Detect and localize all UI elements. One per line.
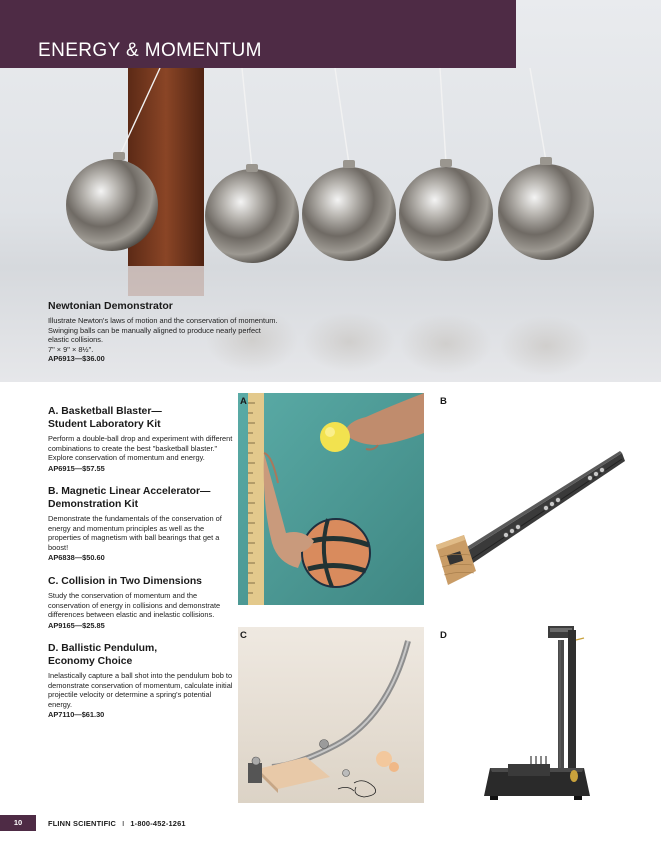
hero-description: Illustrate Newton's laws of motion and the conservation of momentum. Swinging balls can be manually aligned to produce nearly perfect elastic collisions. (48, 316, 278, 345)
photo-d-ballistic-pendulum (480, 620, 600, 804)
photo-label-c: C (240, 630, 247, 641)
product-sku-price: AP6915—$57.55 (48, 463, 105, 473)
section-title-band (0, 0, 516, 68)
photo-label-b: B (440, 396, 447, 407)
product-heading-line2: Demonstration Kit (48, 498, 139, 510)
product-b (48, 486, 233, 563)
product-heading-line1: B. Magnetic Linear Accelerator— (48, 486, 211, 497)
product-sku-price: AP6838—$50.60 (48, 553, 105, 562)
product-heading-line1: D. Ballistic Pendulum, (48, 643, 158, 654)
product-description: Inelastically capture a ball shot into the pendulum bob to demonstrate conservation of momentum, calculate initial projectile velocity or determine a spring's potential energy. (48, 671, 233, 709)
product-sku-price: AP7110—$61.30 (48, 710, 105, 719)
photo-label-d: D (440, 630, 447, 641)
product-d (48, 643, 233, 720)
product-heading-line1: C. Collision in Two Dimensions (48, 575, 202, 587)
section-title: ENERGY & MOMENTUM (38, 40, 262, 61)
product-description: Demonstrate the fundamentals of the conservation of energy and momentum principles as well as the properties of magnetism with ball bearings that get a boost! (48, 514, 222, 552)
hero-dimensions: 7" × 9" × 8½". (48, 344, 94, 354)
page-number: 10 (0, 815, 36, 831)
photo-a-basketball-blaster (238, 393, 424, 605)
product-a (48, 406, 233, 473)
hero-caption (48, 300, 278, 364)
hero-heading: Newtonian Demonstrator (48, 300, 173, 312)
product-heading-line2: Student Laboratory Kit (48, 418, 161, 430)
photo-label-a: A (240, 396, 247, 407)
footer-company: FLINN SCIENTIFIC (48, 819, 117, 828)
product-sku-price: AP9165—$25.85 (48, 620, 105, 630)
product-heading-line1: A. Basketball Blaster— (48, 406, 162, 417)
hero-sku-price: AP6913—$36.00 (48, 354, 105, 364)
product-description: Perform a double-ball drop and experiment with different combinations to create the best "basketball blaster." Explore conservation of momentum and energy. (48, 434, 233, 462)
footer-separator: I (122, 819, 125, 828)
hero-photo (0, 0, 661, 382)
photo-b-magnetic-accelerator (432, 395, 642, 600)
product-c (48, 576, 233, 631)
product-list (48, 406, 233, 733)
photo-c-collision-2d (238, 627, 424, 803)
footer (48, 819, 186, 828)
product-description: Study the conservation of momentum and the conservation of energy in collisions and demonstrate differences between elastic and inelastic collisions. (48, 591, 221, 619)
product-heading-line2: Economy Choice (48, 655, 133, 667)
footer-phone: 1-800-452-1261 (130, 819, 186, 828)
